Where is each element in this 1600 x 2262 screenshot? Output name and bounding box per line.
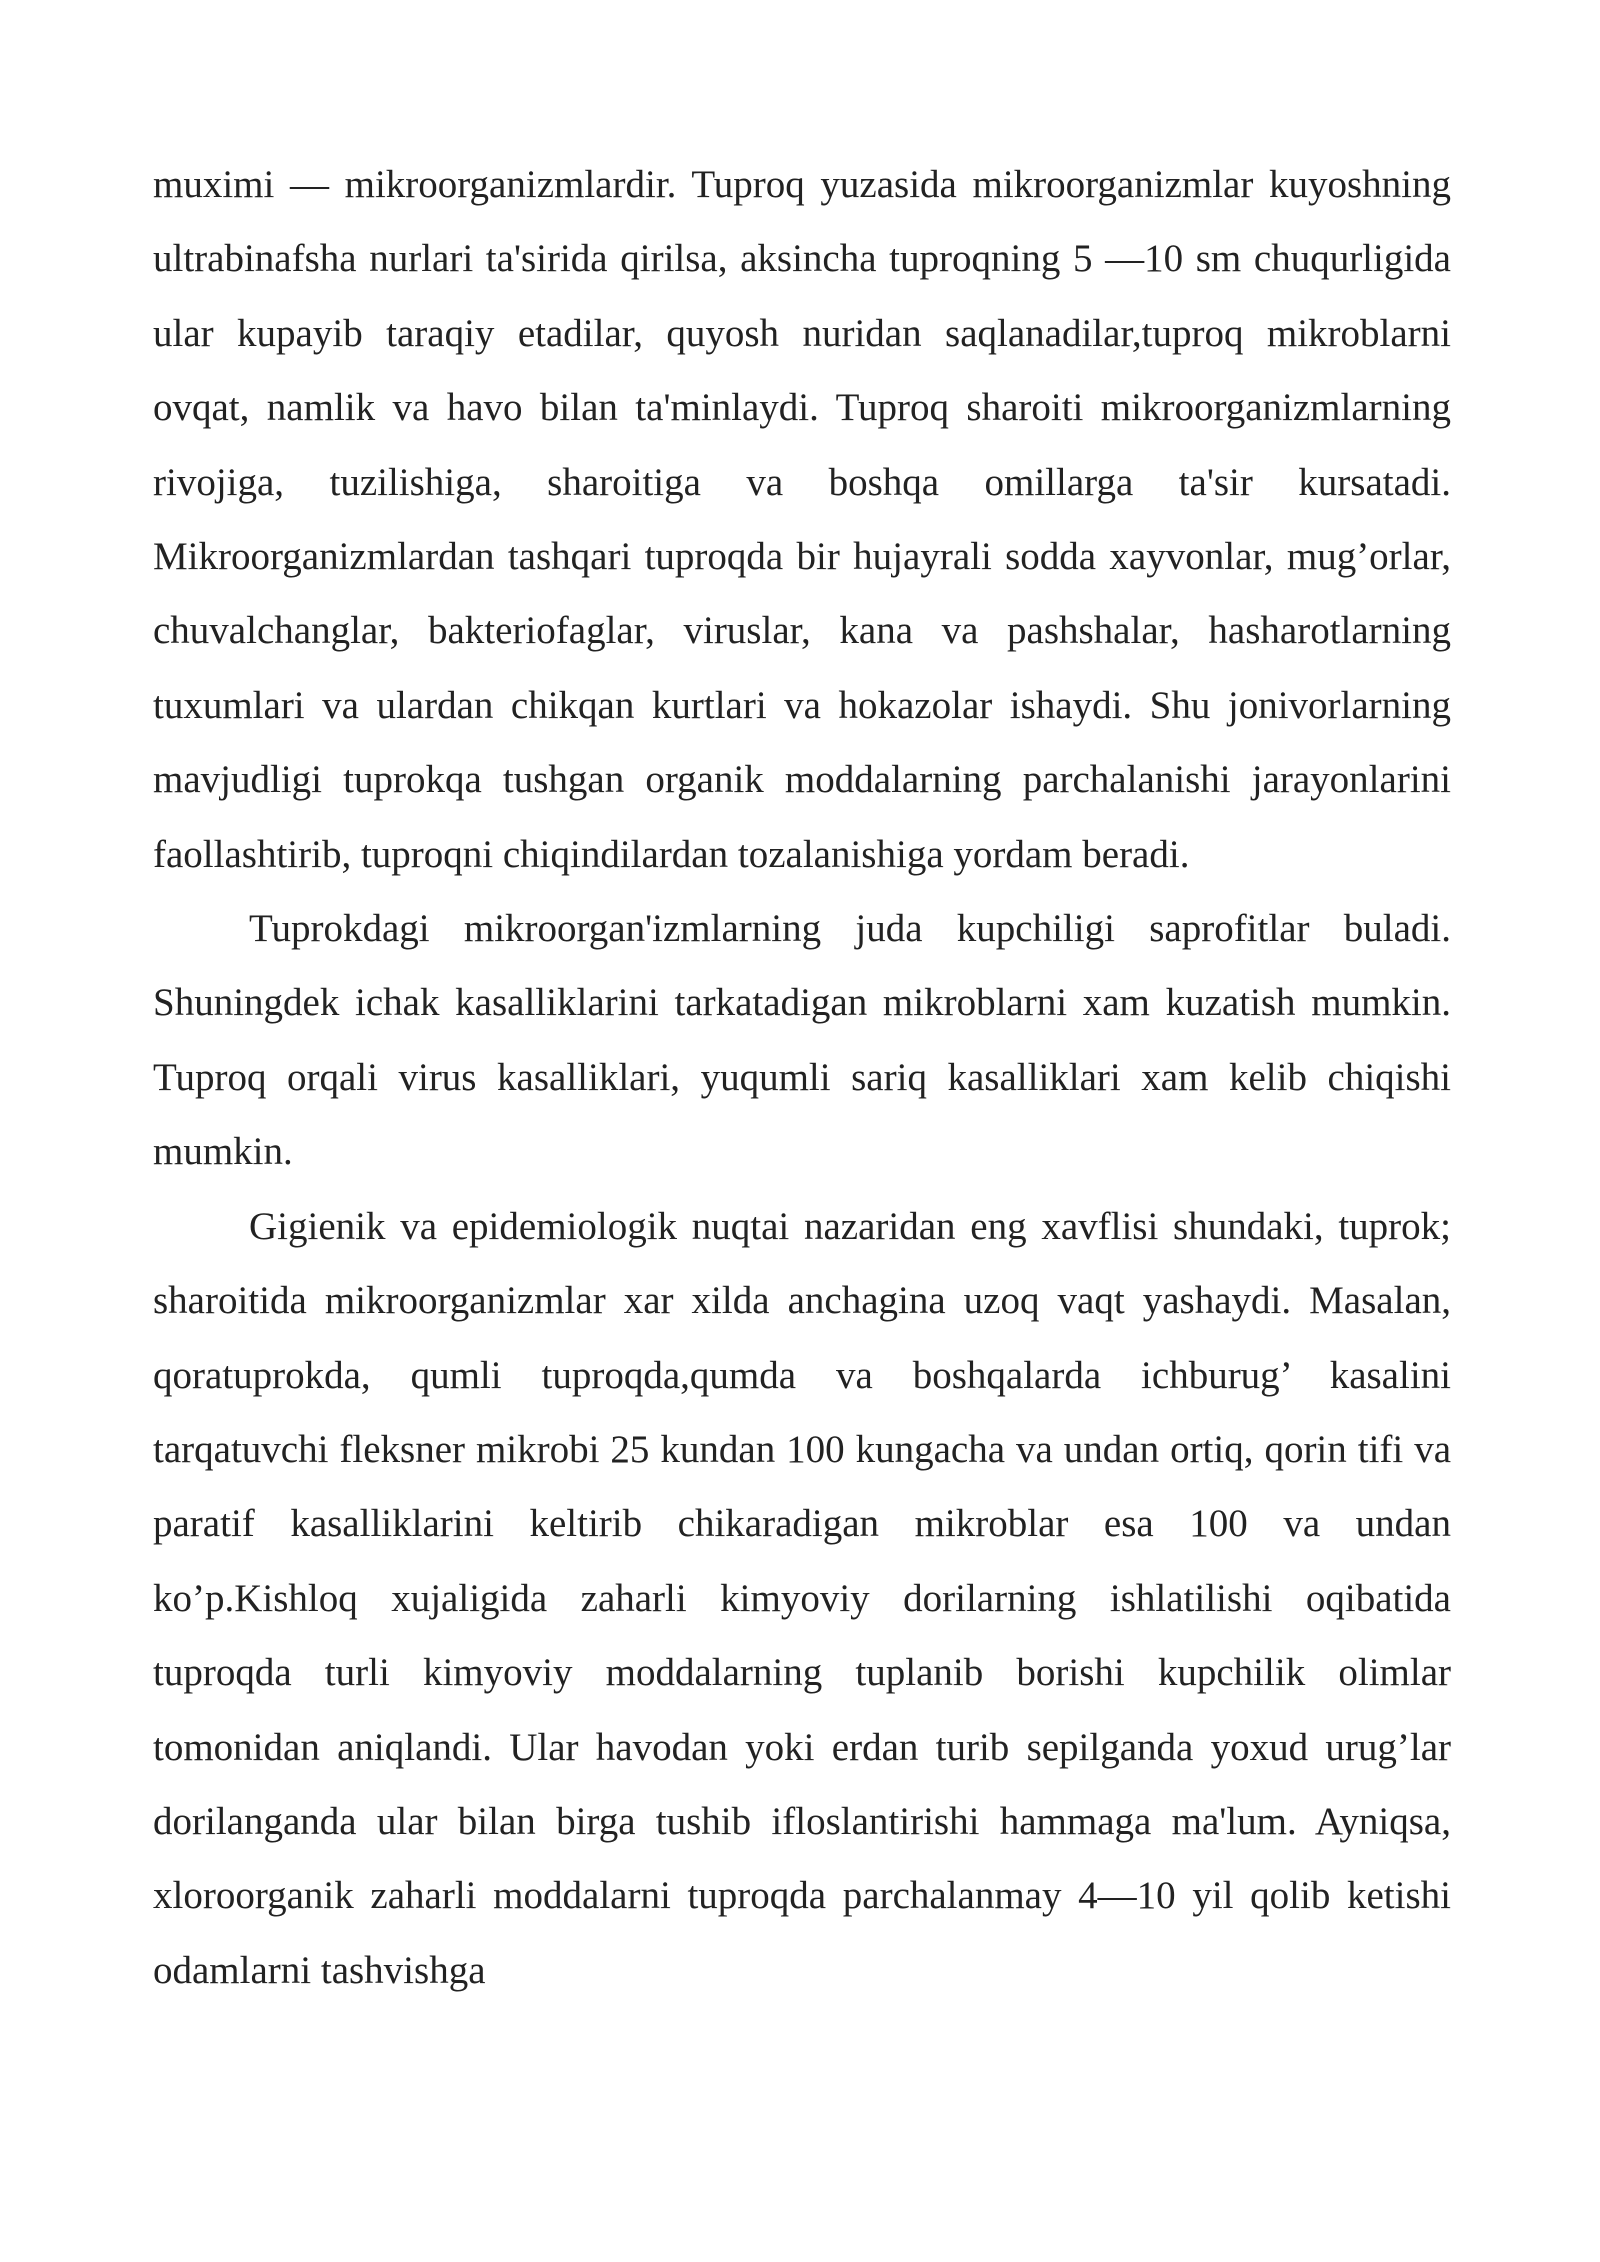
paragraph-gigienik: Gigienik va epidemiologik nuqtai nazaridan eng xavflisi shundaki, tuprok; sharoitida mikroorganizmlar xar xilda anchagina uzoq vaqt yashaydi. Masalan, qoratuprokda, qumli tuproqda,qumda va boshqalarda ichburug’ kasalini tarqatuvchi fleksner mikrobi 25 kundan 100 kungacha va undan ortiq, qorin tifi va paratif kasalliklarini keltirib chikaradigan mikroblar esa 100 va undan ko’p.Kishloq xujaligida zaharli kimyoviy dorilarning ishlatilishi oqibatida tuproqda turli kimyoviy moddalarning tuplanib borishi kupchilik olimlar tomonidan aniqlandi. Ular havodan yoki erdan turib sepilganda yoxud urug’lar dorilanganda ular bilan birga tushib ifloslantirishi hammaga ma'lum. Ayniqsa, xloroorganik zaharli moddalarni tuproqda parchalanmay 4—10 yil qolib ketishi odamlarni tashvishga <box>153 1204 1451 1992</box>
document-body <box>153 148 1451 2008</box>
paragraph-continued: muximi — mikroorganizmlardir. Tuproq yuzasida mikroorganizmlar kuyoshning ultrabinafsha nurlari ta'sirida qirilsa, aksincha tuproqning 5 —10 sm chuqurligida ular kupayib taraqiy etadilar, quyosh nuridan saqlanadilar,tuproq mikroblarni ovqat, namlik va havo bilan ta'minlaydi. Tuproq sharoiti mikroorganizmlarning rivojiga, tuzilishiga, sharoitiga va boshqa omillarga ta'sir kursatadi. Mikroorganizmlardan tashqari tuproqda bir hujayrali sodda xayvonlar, mug’orlar, chuvalchanglar, bakteriofaglar, viruslar, kana va pashshalar, hasharotlarning tuxumlari va ulardan chikqan kurtlari va hokazolar ishaydi. Shu jonivorlarning mavjudligi tuprokqa tushgan organik moddalarning parchalanishi jarayonlarini faollashtirib, tuproqni chiqindilardan tozalanishiga yordam beradi. <box>153 163 1451 876</box>
paragraph-saprofitlar: Tuprokdagi mikroorgan'izmlarning juda kupchiligi saprofitlar buladi. Shuningdek ichak kasalliklarini tarkatadigan mikroblarni xam kuzatish mumkin. Tuproq orqali virus kasalliklari, yuqumli sariq kasalliklari xam kelib chiqishi mumkin. <box>153 907 1451 1174</box>
